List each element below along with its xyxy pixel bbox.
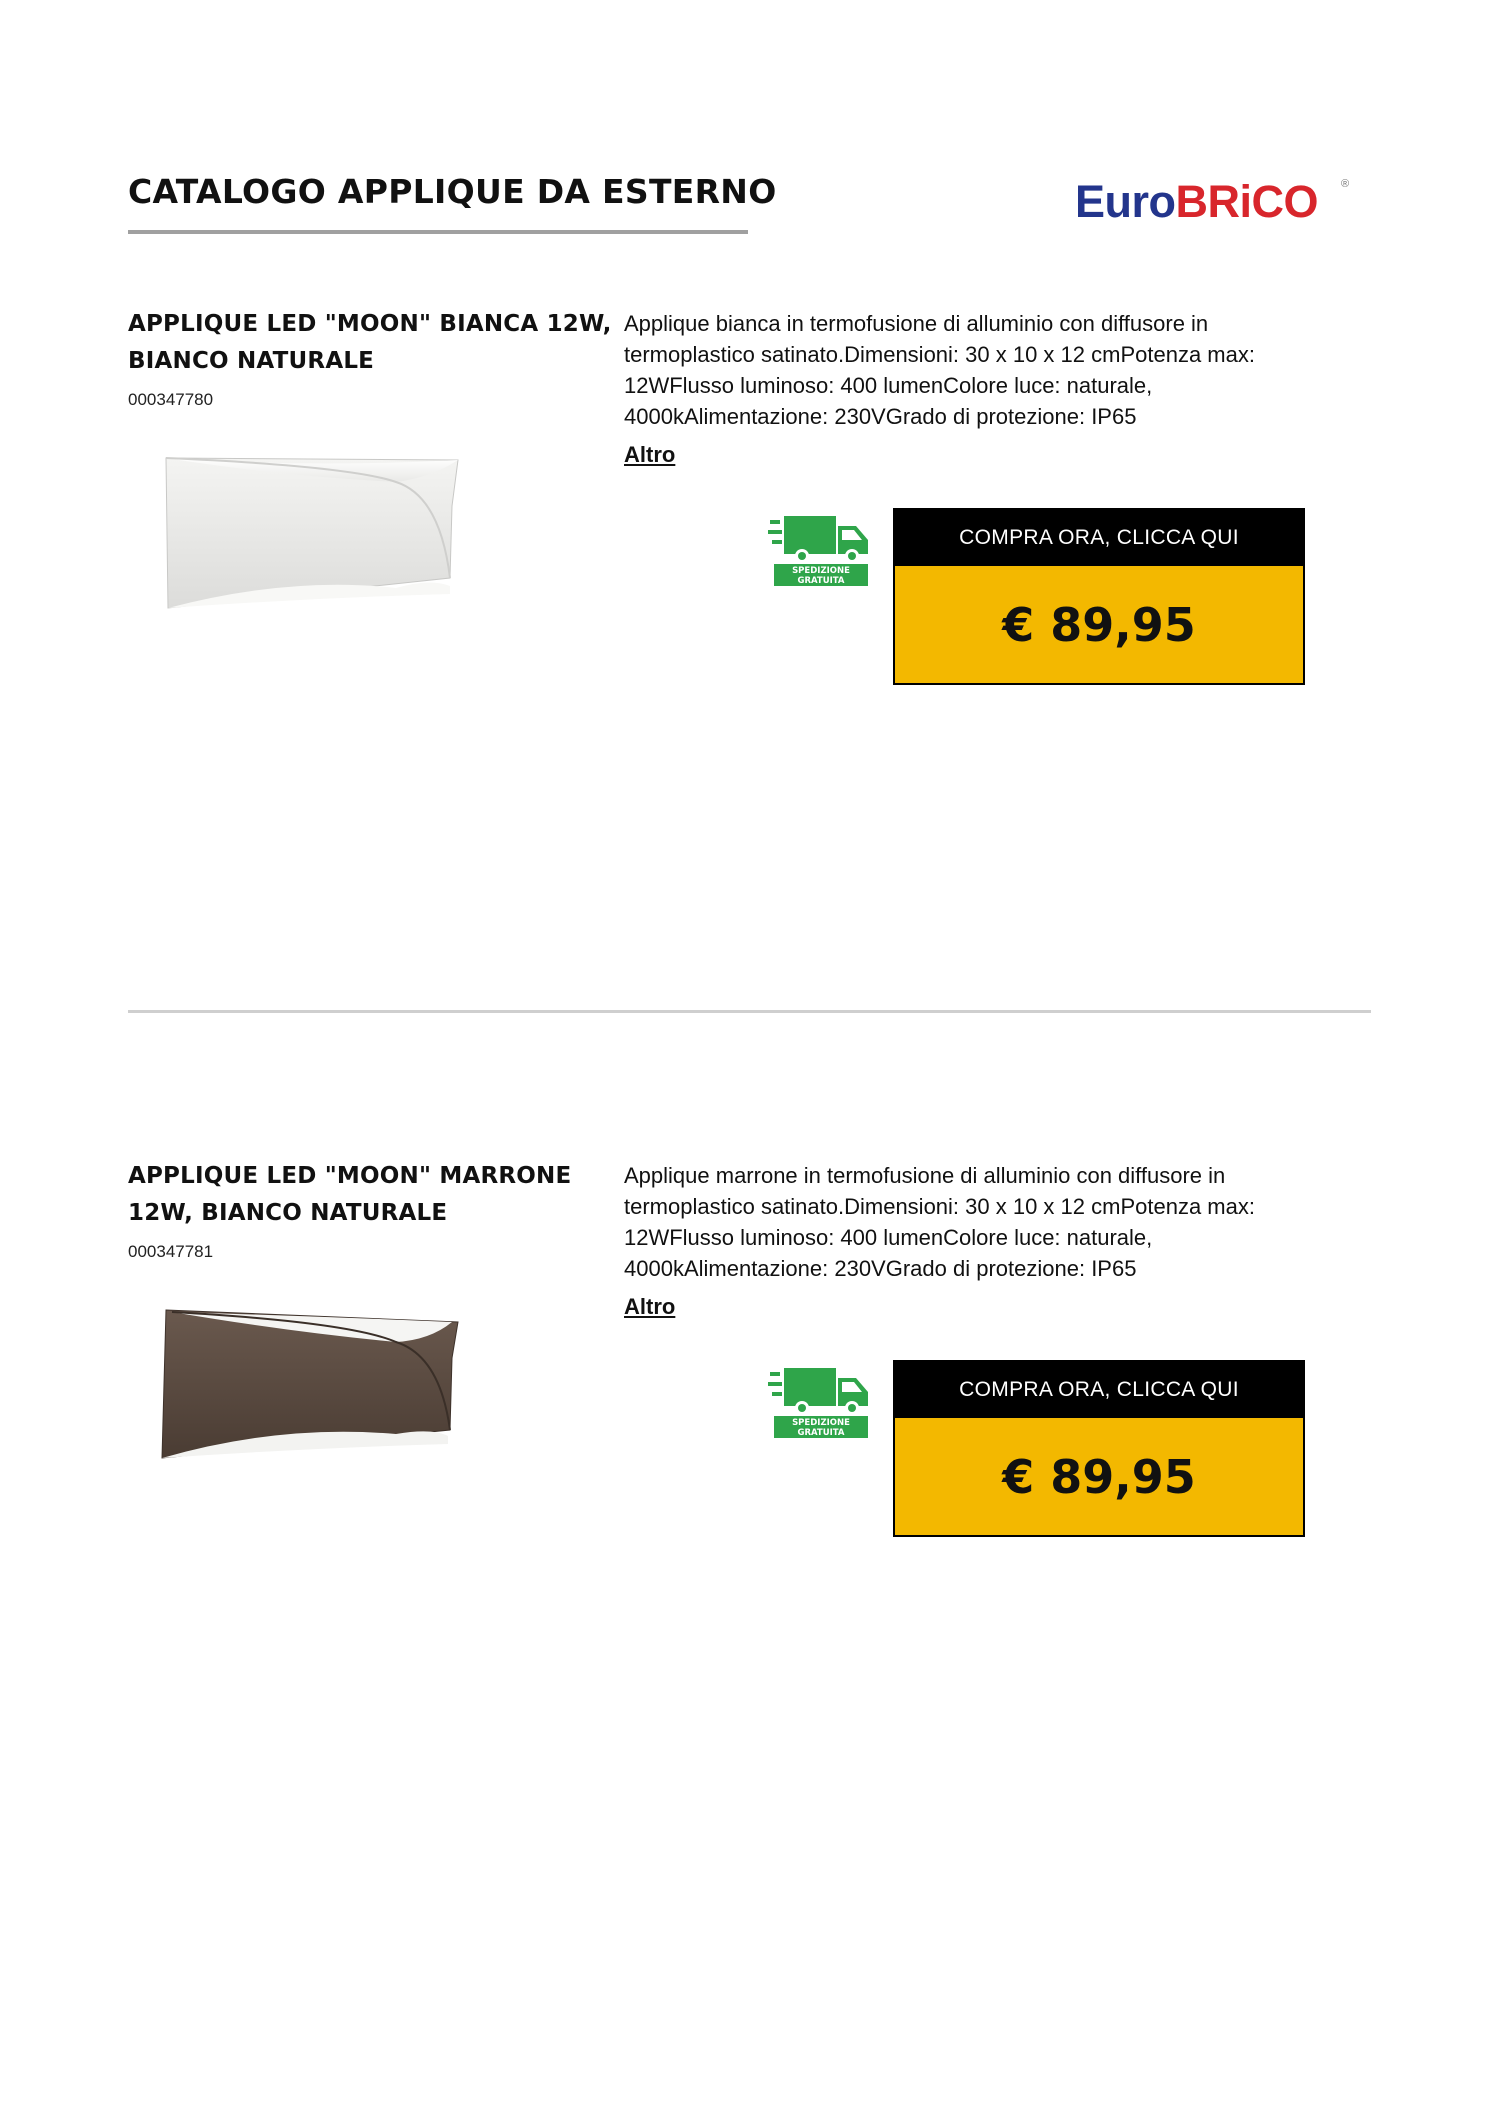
- product-code: 000347781: [128, 1242, 214, 1261]
- product-card: [0, 1158, 1488, 1558]
- eurobrico-logo: [1075, 176, 1357, 236]
- product-card: [0, 306, 1488, 706]
- buy-now-label: COMPRA ORA, CLICCA QUI: [895, 510, 1303, 566]
- logo-brico-text: BRiCO: [1175, 176, 1319, 227]
- product-price: € 89,95: [1002, 1450, 1196, 1504]
- free-shipping-icon: [768, 514, 870, 586]
- product-price: € 89,95: [1002, 598, 1196, 652]
- product-title: APPLIQUE LED "MOON" MARRONE 12W, BIANCO NATURALE: [128, 1163, 572, 1226]
- product-image-white-lamp: [160, 446, 465, 616]
- more-link[interactable]: Altro: [624, 1294, 676, 1319]
- shipping-badge-line2: GRATUITA: [797, 1428, 845, 1438]
- buy-now-button[interactable]: [893, 1360, 1305, 1537]
- page-title: CATALOGO APPLIQUE DA ESTERNO: [128, 172, 777, 211]
- product-code: 000347780: [128, 390, 214, 409]
- product-title: APPLIQUE LED "MOON" BIANCA 12W, BIANCO NATURALE: [128, 311, 612, 374]
- shipping-badge-line1: SPEDIZIONE: [792, 1418, 850, 1428]
- title-underline: [128, 230, 748, 234]
- buy-now-button[interactable]: [893, 508, 1305, 685]
- product-image-brown-lamp: [160, 1298, 465, 1468]
- buy-now-label: COMPRA ORA, CLICCA QUI: [895, 1362, 1303, 1418]
- shipping-badge-line2: GRATUITA: [797, 576, 845, 586]
- product-description: Applique marrone in termofusione di alluminio con diffusore in termoplastico satinato.Dimensioni: 30 x 10 x 12 cmPotenza max: 12WFlusso luminoso: 400 lumenColore luce: naturale, 4000kAlimentazione: 230VGrado di protezione: IP65: [624, 1163, 1255, 1281]
- logo-euro-text: Euro: [1075, 176, 1176, 227]
- registered-mark: ®: [1341, 178, 1350, 190]
- shipping-badge-line1: SPEDIZIONE: [792, 566, 850, 576]
- section-divider: [128, 1010, 1371, 1013]
- product-description: Applique bianca in termofusione di alluminio con diffusore in termoplastico satinato.Dimensioni: 30 x 10 x 12 cmPotenza max: 12WFlusso luminoso: 400 lumenColore luce: naturale, 4000kAlimentazione: 230VGrado di protezione: IP65: [624, 311, 1255, 429]
- free-shipping-icon: [768, 1366, 870, 1438]
- more-link[interactable]: Altro: [624, 442, 676, 467]
